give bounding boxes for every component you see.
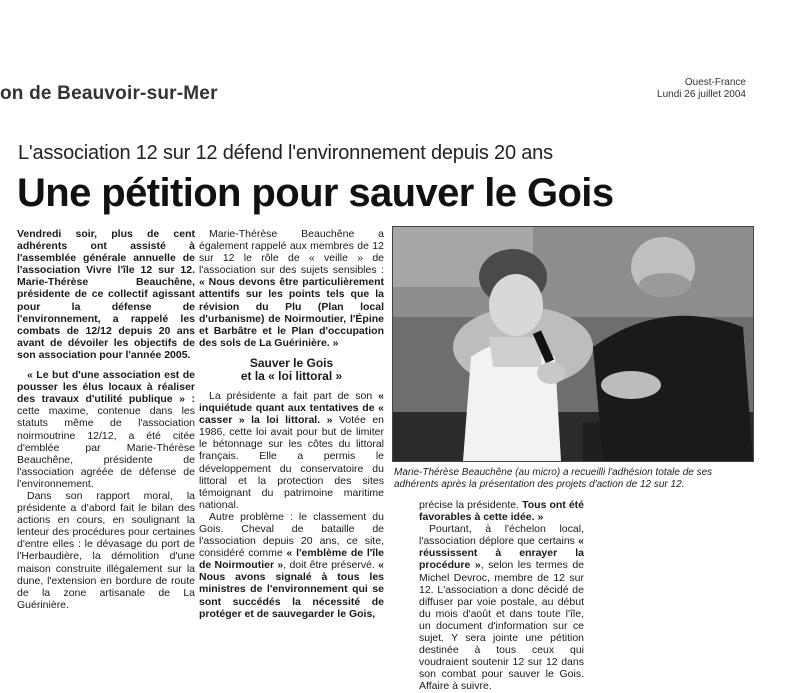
article-lead: Vendredi soir, plus de cent adhérents ont assisté à l'assemblée générale annuelle de l'association Vivre l'île 12 sur 12. Marie-Thérèse Beauchêne, présidente de ce collectif agissant pour la défense de l'environnement, a rappelé les combats de 12/12 depuis 20 ans avant de dévoiler les objectifs de son association pour l'année 2005. bbox=[17, 228, 195, 361]
paragraph-1: « Le but d'une association est de pousser les élus locaux à réaliser des travaux d'utilité publique » : cette maxime, contenue dans les statuts même de l'association noirmoutrine 12/12, a été citée d'emblée par Marie-Thérèse Beauchêne, présidente de l'association agréée de défense de l'environnement. bbox=[17, 369, 195, 490]
paragraph-3: Marie-Thérèse Beauchêne a également rappelé aux membres de 12 sur 12 le rôle de « veille » de l'association sur des sujets sensibles : « Nous devons être particulièrement attentifs sur les points tels que la révision du Plu (Plan local d'urbanisme) de Noirmoutier, l'Épine et Barbâtre et le Plan d'occupation des sols de La Guérinière. » bbox=[199, 228, 384, 349]
article-column-3 bbox=[419, 499, 584, 693]
paragraph-5: Autre problème : le classement du Gois. Cheval de bataille de l'association depuis 20 ans, ce site, considéré comme « l'emblème de l'île de Noirmoutier », doit être préservé. « Nous avons signalé à tous les ministres de l'environnement qui se sont succédés la nécessité de protéger et de sauvegarder le Gois, bbox=[199, 510, 384, 620]
article-overline: L'association 12 sur 12 défend l'environnement depuis 20 ans bbox=[18, 142, 553, 164]
section-header: on de Beauvoir-sur-Mer bbox=[0, 83, 218, 104]
article-column-1 bbox=[17, 228, 195, 611]
source-name: Ouest-France bbox=[684, 77, 746, 88]
newspaper-source bbox=[640, 77, 746, 101]
article-column-2 bbox=[199, 228, 384, 620]
article-subheading: Sauver le Gois et la « loi littoral » bbox=[240, 355, 343, 383]
issue-date: Lundi 26 juillet 2004 bbox=[657, 89, 746, 100]
paragraph-2: Dans son rapport moral, la présidente a d'abord fait le bilan des actions en cours, en soulignant la lenteur des procédures pour certaines d'entre elles : le dévasage du port de l'Herbaudière, la démolition d'une maison construite illégalement sur la dune, l'extension en bordure de route de la zone artisanale de La Guérinière. bbox=[17, 489, 195, 611]
paragraph-5-continued: précise la présidente. Tous ont été favorables à cette idée. » bbox=[419, 499, 584, 524]
paragraph-4: La présidente a fait part de son « inquiétude quant aux tentatives de « casser » la loi littoral. » Votée en 1986, cette loi avait pour but de limiter le bétonnage sur les côtes du littoral français. Elle a permis le développement du conservatoire du littoral et la protection des sites témoignant du patrimoine maritime national. bbox=[199, 389, 385, 511]
article-headline: Une pétition pour sauver le Gois bbox=[17, 171, 614, 215]
article-photo bbox=[392, 226, 754, 462]
photo-caption: Marie-Thérèse Beauchêne (au micro) a recueilli l'adhésion totale de ses adhérents après la présentation des projets d'action de 12 sur 12. bbox=[394, 467, 713, 490]
paragraph-6: Pourtant, à l'échelon local, l'association déplore que certains « réussissent à enrayer la procédure », selon les termes de Michel Devroc, membre de 12 sur 12. L'association a donc décidé de diffuser par voie postale, au début du mois d'août et dans toute l'île, un document d'information sur ce sujet. Y sera jointe une pétition destinée à tous ceux qui voudraient soutenir 12 sur 12 dans son combat pour sauver le Gois. Affaire à suivre. bbox=[419, 523, 584, 693]
